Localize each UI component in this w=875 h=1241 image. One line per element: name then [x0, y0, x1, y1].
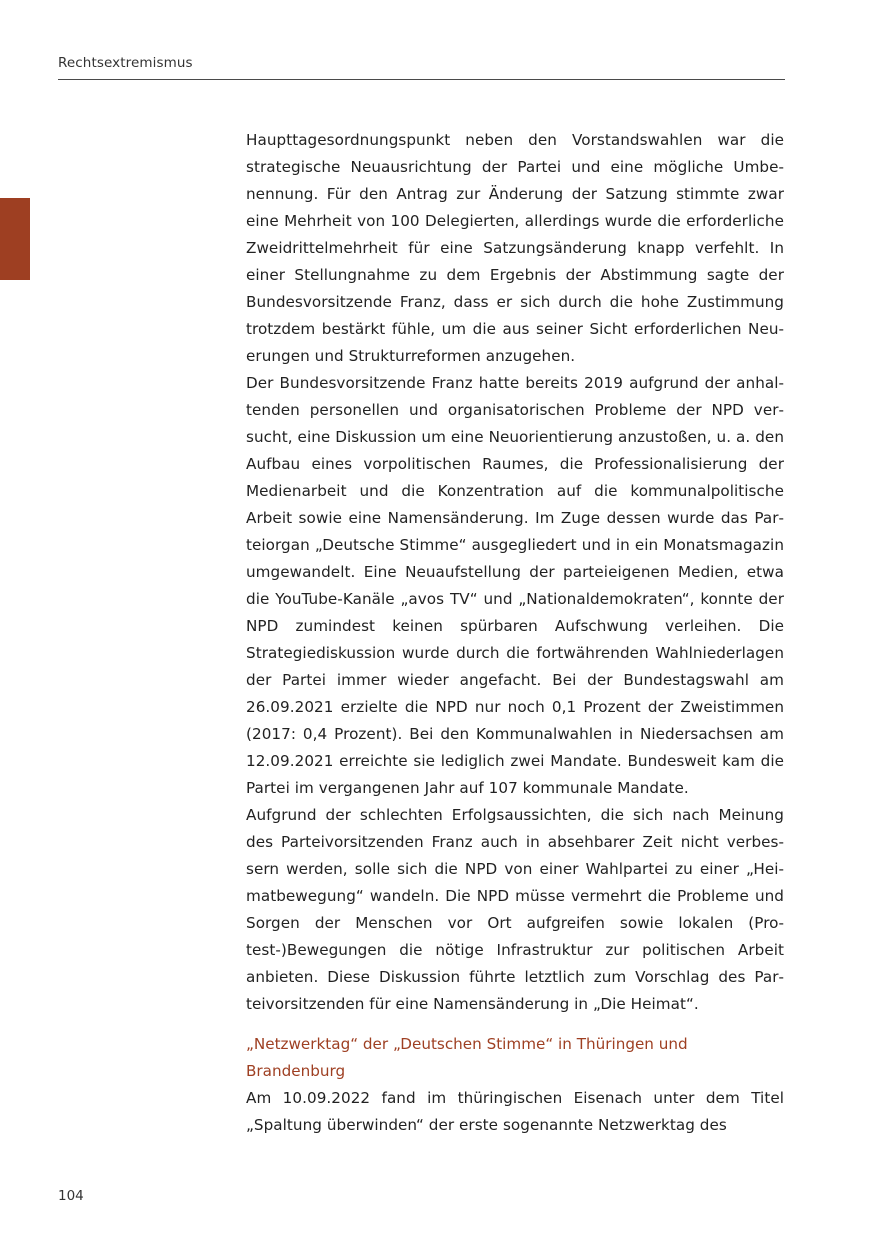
main-column: [246, 127, 784, 1139]
running-header: Rechtsextremismus: [58, 55, 193, 71]
body-paragraph-1: Haupttagesordnungspunkt neben den Vorstandswahlen war die strategische Neuausrichtung der Partei und eine mögliche Umbenennung. Für den Antrag zur Änderung der Satzung stimmte zwar eine Mehrheit von 100 Delegierten, allerdings wurde die erforderliche Zweidrittelmehrheit für eine Satzungsänderung knapp verfehlt. In einer Stellungnahme zu dem Ergebnis der Abstimmung sagte der Bundesvorsitzende Franz, dass er sich durch die hohe Zustimmung trotzdem bestärkt fühle, um die aus seiner Sicht erforderlichen Neuerungen und Strukturreformen anzugehen.: [246, 131, 784, 365]
page-number: 104: [58, 1188, 84, 1204]
section-marker: [0, 198, 30, 280]
body-paragraph-3: Aufgrund der schlechten Erfolgsaussichten, die sich nach Meinung des Parteivorsitzenden Franz auch in absehbarer Zeit nicht verbessern werden, solle sich die NPD von einer Wahlpartei zu einer „Heimatbewegung“ wandeln. Die NPD müsse vermehrt die Probleme und Sorgen der Menschen vor Ort aufgreifen sowie lokalen (Protest-)Bewegungen die nötige Infrastruktur zur politischen Arbeit anbieten. Diese Diskussion führte letztlich zum Vorschlag des Parteivorsitzenden für eine Namensänderung in „Die Heimat“.: [246, 806, 784, 1013]
body-paragraph-2: Der Bundesvorsitzende Franz hatte bereits 2019 aufgrund der anhaltenden personellen und organisatorischen Probleme der NPD versucht, eine Diskussion um eine Neuorientierung anzustoßen, u. a. den Aufbau eines vorpolitischen Raumes, die Professionalisierung der Medienarbeit und die Konzentration auf die kommunalpolitische Arbeit sowie eine Namensänderung. Im Zuge dessen wurde das Parteiorgan „Deutsche Stimme“ ausgegliedert und in ein Monatsmagazin umgewandelt. Eine Neuaufstellung der parteieigenen Medien, etwa die YouTube-Kanäle „avos TV“ und „Nationaldemokraten“, konnte der NPD zumindest keinen spürbaren Aufschwung verleihen. Die Strategiediskussion wurde durch die fortwährenden Wahlniederlagen der Partei immer wieder angefacht. Bei der Bundestagswahl am 26.09.2021 erzielte die NPD nur noch 0,1 Prozent der Zweistimmen (2017: 0,4 Prozent). Bei den Kommunalwahlen in Niedersachsen am 12.09.2021 erreichte sie lediglich zwei Mandate. Bundesweit kam die Partei im vergangenen Jahr auf 107 kommunale Mandate.: [246, 374, 784, 797]
header-rule: [58, 79, 785, 80]
section-heading: „Netzwerktag“ der „Deutschen Stimme“ in Thüringen und Brandenburg: [246, 1035, 688, 1080]
body-paragraph-4: Am 10.09.2022 fand im thüringischen Eisenach unter dem Titel „Spaltung überwinden“ der erste sogenannte Netzwerktag des: [246, 1089, 784, 1134]
